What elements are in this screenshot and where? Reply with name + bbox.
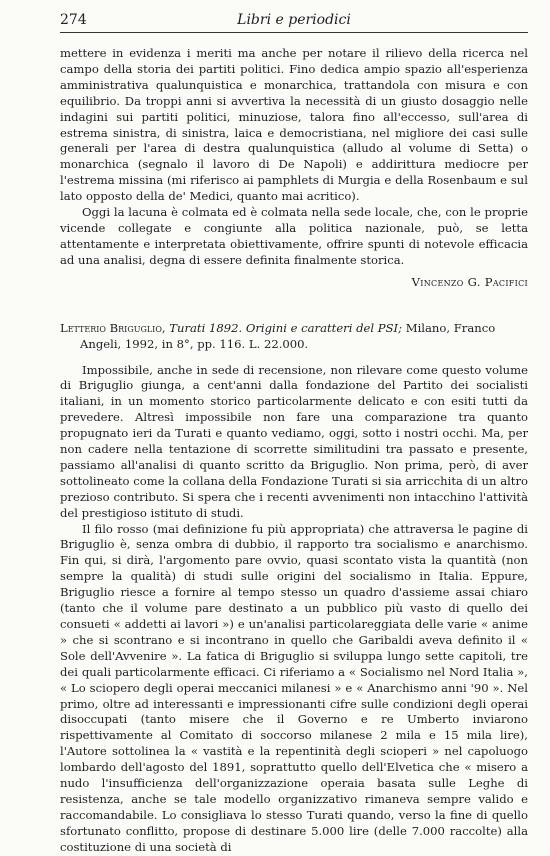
review1-paragraph-2: Oggi la lacuna è colmata ed è colmata nella sede locale, che, con le proprie vicende collegate e congiunte alla politica nazionale, può, se letta attentamente e interpretata obiettivamente, offrire spunti di notevole efficacia ad una analisi, degna di essere definita finalmente storica.	[60, 205, 528, 267]
review1-paragraph-1: mettere in evidenza i meriti ma anche per notare il rilievo della ricerca nel campo della storia dei partiti politici. Fino dedica ampio spazio all'esperienza amministrativa qualunquistica e monarchica, trattandola con misura e con equilibrio. Da troppi anni si avvertiva la necessità di un giusto dosaggio nelle indagini sui partiti politici, minuziose, talora fino all'eccesso, sull'area di estrema sinistra, di sinistra, laica e democristiana, nel migliore dei casi sulle generali per l'area di destra qualunquistica (alludo al volume di Setta) o monarchica (segnalo il lavoro di De Napoli) e addirittura mediocre per l'estrema missina (mi riferisco ai pamphlets di Murgia e della Rosenbaum e sul lato opposto della de' Medici, quanto mai acritico).	[60, 46, 528, 204]
review2-paragraph-2: Il filo rosso (mai definizione fu più appropriata) che attraversa le pagine di Briguglio è, senza ombra di dubbio, il rapporto tra socialismo e anarchismo. Fin qui, si dirà, l'argomento pare ovvio, quasi scontato vista la quantità (non sempre la qualità) di studi sulle origini del socialismo in Italia. Eppure, Briguglio riesce a fornire al tempo stesso un quadro d'assieme assai chiaro (tanto che il volume pare destinato a un pubblico più vasto di quello dei consueti « addetti ai lavori ») e un'analisi particolareggiata delle varie « anime » che si scontrano e si incontrano in quello che Garibaldi aveva definito il « Sole dell'Avvenire ». La fatica di Briguglio si sviluppa lungo sette capitoli, tre dei quali particolarmente efficaci. Ci riferiamo a « Socialismo nel Nord Italia », « Lo sciopero degli operai meccanici milanesi » e « Anarchismo anni '90 ». Nel primo, oltre ad interessanti e impressionanti cifre sulle condizioni degli operai disoccupati (tanto misere che il Governo e re Umberto inviarono rispettivamente al Comitato di soccorso milanese 2 mila e 15 mila lire), l'Autore sottolinea la « vastità e la repentinità degli scioperi » nel capoluogo lombardo dell'agosto del 1891, soprattutto quello dell'Elvetica che « misero a nudo l'insufficienza dell'organizzazione operaia basata sulle Leghe di resistenza, anche se tale modello organizzativo rimaneva sempre valido e raccomandabile. Lo consigliava lo stesso Turati quando, verso la fine di quello sfortunato conflitto, propose di destinare 5.000 lire (delle 7.000 raccolte) alla costituzione di una società di	[60, 521, 528, 854]
review2-author: Letterio Briguglio,	[60, 320, 166, 335]
page-number: 274	[60, 12, 87, 28]
review2-title: Turati 1892. Origini e caratteri del PSI;	[169, 320, 403, 335]
review2-paragraph-1: Impossibile, anche in sede di recensione, non rilevare come questo volume di Briguglio giunga, a cent'anni dalla fondazione del Partito dei socialisti italiani, in un momento storico particolarmente delicato e con esiti tutti da prevedere. Altresì impossibile non fare una comparazione tra quanto propugnato ieri da Turati e quanto vediamo, oggi, sotto i nostri occhi. Ma, per non cadere nella tentazione di scorrette similitudini tra passato e presente, passiamo all'analisi di quanto scritto da Briguglio. Non prima, però, di aver sottolineato come la collana della Fondazione Turati si sia arricchita di un altro prezioso contributo. Si spera che i recenti avvenimenti non intacchino l'attività del prestigioso istituto di studi.	[60, 362, 528, 520]
running-title: Libri e periodici	[237, 12, 351, 28]
page-header	[60, 12, 528, 33]
review1-signature: Vincenzo G. Pacifici	[411, 274, 528, 289]
spacer	[60, 353, 528, 363]
review2-publication-details: Milano, Franco Angeli, 1992, in 8°, pp. 116. L. 22.000.	[80, 320, 496, 351]
page-body	[60, 46, 528, 856]
review2-citation	[60, 321, 528, 353]
